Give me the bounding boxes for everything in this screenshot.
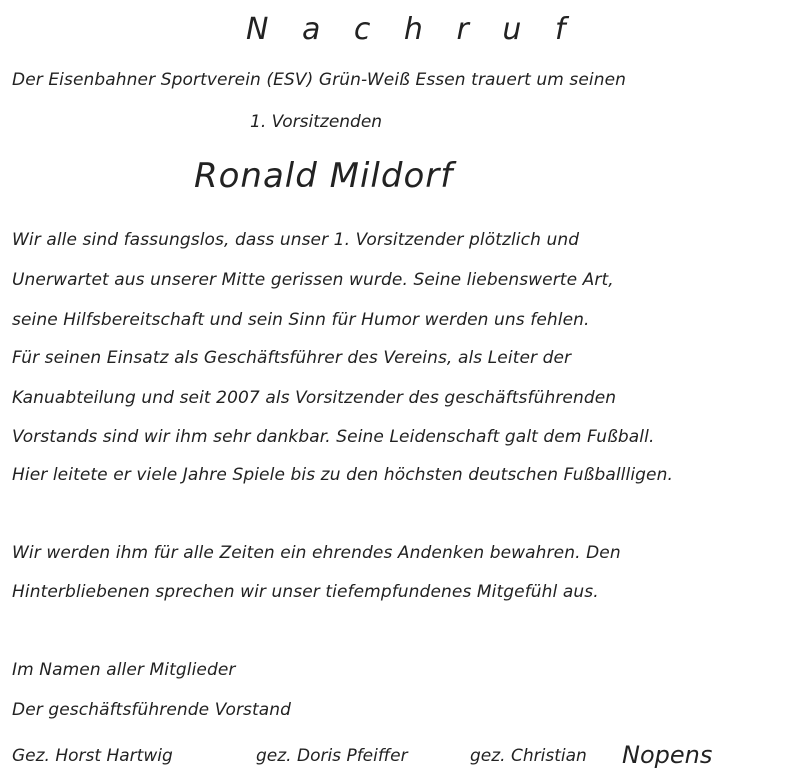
body-line: Wir werden ihm für alle Zeiten ein ehrendes Andenken bewahren. Den — [12, 543, 621, 563]
page-title: N a c h r u f — [246, 12, 578, 47]
body-line: Wir alle sind fassungslos, dass unser 1. Vorsitzender plötzlich und — [12, 230, 580, 250]
body-line: seine Hilfsbereitschaft und sein Sinn für Humor werden uns fehlen. — [12, 310, 590, 330]
position-title: 1. Vorsitzenden — [250, 112, 383, 132]
deceased-name: Ronald Mildorf — [194, 156, 454, 196]
signature-nopens-surname: Nopens — [622, 741, 713, 769]
closing-line: Im Namen aller Mitglieder — [12, 660, 236, 680]
signature-nopens-prefix: gez. Christian — [470, 746, 587, 766]
signature-pfeiffer: gez. Doris Pfeiffer — [256, 746, 408, 766]
body-line: Kanuabteilung und seit 2007 als Vorsitzender des geschäftsführenden — [12, 388, 617, 408]
signature-row — [12, 740, 782, 772]
intro-line: Der Eisenbahner Sportverein (ESV) Grün-Weiß Essen trauert um seinen — [12, 70, 627, 90]
signature-hartwig: Gez. Horst Hartwig — [12, 746, 173, 766]
body-line: Für seinen Einsatz als Geschäftsführer des Vereins, als Leiter der — [12, 348, 572, 368]
body-line: Vorstands sind wir ihm sehr dankbar. Seine Leidenschaft galt dem Fußball. — [12, 427, 655, 447]
body-line: Hinterbliebenen sprechen wir unser tiefempfundenes Mitgefühl aus. — [12, 582, 599, 602]
body-line: Hier leitete er viele Jahre Spiele bis zu den höchsten deutschen Fußballligen. — [12, 465, 673, 485]
closing-line: Der geschäftsführende Vorstand — [12, 700, 292, 720]
body-line: Unerwartet aus unserer Mitte gerissen wurde. Seine liebenswerte Art, — [12, 270, 614, 290]
